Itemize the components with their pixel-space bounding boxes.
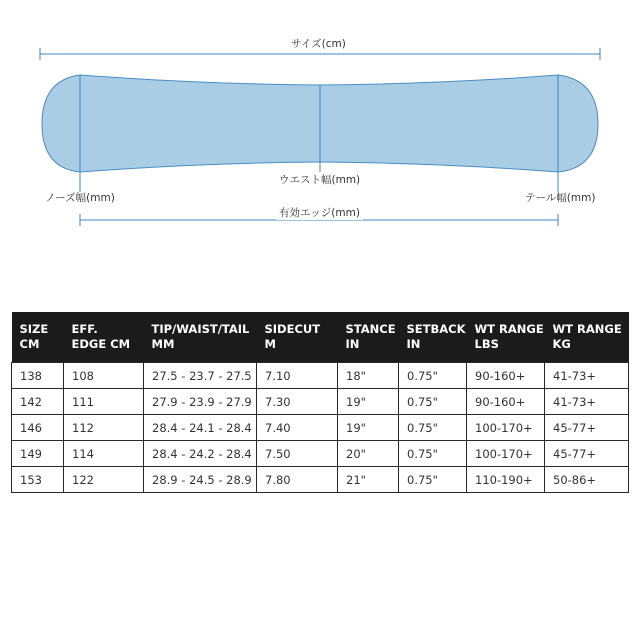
table-cell: 0.75"	[399, 389, 467, 415]
column-header-line: SIDECUT	[264, 322, 321, 336]
column-header-line: WT RANGE	[474, 322, 544, 336]
effective-edge-label: 有効エッジ(mm)	[276, 207, 363, 220]
column-header	[467, 312, 545, 363]
column-header-line: EFF.	[71, 322, 98, 336]
column-header-line: CM	[19, 337, 40, 351]
table-cell: 100-170+	[467, 441, 545, 467]
table-cell: 45-77+	[545, 415, 629, 441]
table-cell: 28.4 - 24.2 - 28.4	[144, 441, 257, 467]
table-cell: 142	[12, 389, 64, 415]
table-cell: 7.30	[257, 389, 338, 415]
table-cell: 114	[64, 441, 144, 467]
nose-width-label: ノーズ幅(mm)	[42, 192, 118, 205]
column-header	[144, 312, 257, 363]
table-cell: 110-190+	[467, 467, 545, 493]
column-header-line: TIP/WAIST/TAIL	[151, 322, 250, 336]
column-header-line: EDGE CM	[71, 337, 131, 351]
column-header-line: IN	[406, 337, 421, 351]
table-cell: 0.75"	[399, 441, 467, 467]
table-cell: 18"	[338, 363, 399, 389]
table-cell: 0.75"	[399, 467, 467, 493]
table-cell: 45-77+	[545, 441, 629, 467]
column-header	[12, 312, 64, 363]
table-cell: 146	[12, 415, 64, 441]
table-row	[12, 389, 629, 415]
table-row	[12, 467, 629, 493]
table-cell: 21"	[338, 467, 399, 493]
table-cell: 112	[64, 415, 144, 441]
table-cell: 27.9 - 23.9 - 27.9	[144, 389, 257, 415]
table-cell: 41-73+	[545, 389, 629, 415]
column-header-line: M	[264, 337, 276, 351]
table-header-row	[12, 312, 629, 363]
column-header	[257, 312, 338, 363]
waist-width-label: ウエスト幅(mm)	[276, 174, 363, 187]
table-cell: 138	[12, 363, 64, 389]
table-cell: 7.10	[257, 363, 338, 389]
table-row	[12, 363, 629, 389]
table-cell: 20"	[338, 441, 399, 467]
table-cell: 100-170+	[467, 415, 545, 441]
table-cell: 0.75"	[399, 415, 467, 441]
table-cell: 122	[64, 467, 144, 493]
table-cell: 27.5 - 23.7 - 27.5	[144, 363, 257, 389]
table-cell: 7.80	[257, 467, 338, 493]
table-cell: 7.40	[257, 415, 338, 441]
column-header	[399, 312, 467, 363]
table-cell: 90-160+	[467, 389, 545, 415]
table-cell: 108	[64, 363, 144, 389]
column-header	[338, 312, 399, 363]
table-cell: 28.9 - 24.5 - 28.9	[144, 467, 257, 493]
column-header-line: SIZE	[19, 322, 49, 336]
table-cell: 0.75"	[399, 363, 467, 389]
spec-table	[11, 312, 629, 493]
column-header-line: KG	[552, 337, 571, 351]
column-header	[545, 312, 629, 363]
table-row	[12, 441, 629, 467]
table-cell: 19"	[338, 415, 399, 441]
column-header-line: LBS	[474, 337, 499, 351]
column-header-line: STANCE	[345, 322, 396, 336]
table-cell: 7.50	[257, 441, 338, 467]
table-cell: 41-73+	[545, 363, 629, 389]
column-header-line: WT RANGE	[552, 322, 622, 336]
table-cell: 19"	[338, 389, 399, 415]
column-header-line: MM	[151, 337, 175, 351]
tail-width-label: テール幅(mm)	[522, 192, 598, 205]
column-header-line: SETBACK	[406, 322, 466, 336]
table-cell: 50-86+	[545, 467, 629, 493]
table-cell: 111	[64, 389, 144, 415]
size-label: サイズ(cm)	[288, 38, 349, 51]
table-cell: 90-160+	[467, 363, 545, 389]
column-header	[64, 312, 144, 363]
table-cell: 153	[12, 467, 64, 493]
column-header-line: IN	[345, 337, 360, 351]
table-row	[12, 415, 629, 441]
table-cell: 149	[12, 441, 64, 467]
table-cell: 28.4 - 24.1 - 28.4	[144, 415, 257, 441]
